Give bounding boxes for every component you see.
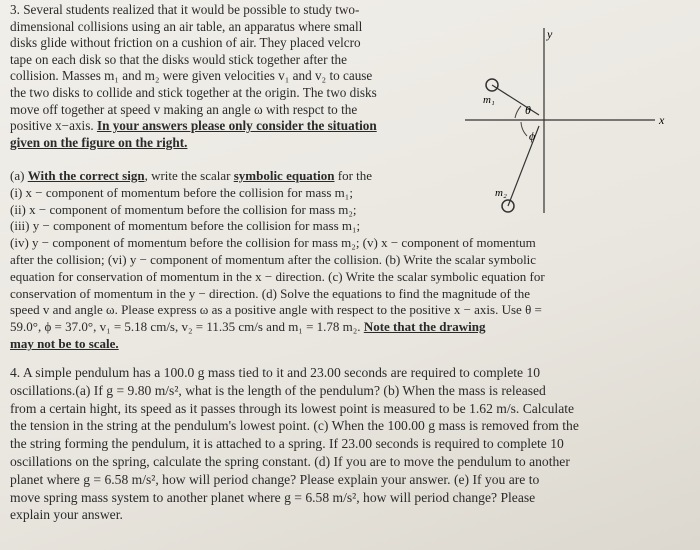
- text-line: oscillations on the spring, calculate the spring constant. (d) If you are to move the pendulum to another: [10, 453, 570, 469]
- text-line: planet where g = 6.58 m/s², how will period change? Please explain your answer. (e) If you are to: [10, 471, 540, 487]
- x-axis-label: x: [659, 113, 665, 127]
- text-line: equation for conservation of momentum in the x − direction. (c) Write the scalar symbolic equation for: [10, 268, 545, 284]
- emphasis-text: With the correct sign: [27, 168, 145, 183]
- collision-diagram: [455, 28, 695, 218]
- text-line: [10, 118, 450, 135]
- text-line: 4. A simple pendulum has a 100.0 g mass tied to it and 23.00 seconds are required to complete 10: [10, 365, 541, 380]
- phi-arc: [521, 122, 527, 136]
- y-axis-label: y: [547, 28, 553, 41]
- text-line: explain your answer.: [10, 507, 123, 523]
- text-line: disks glide without friction on a cushion of air. They placed velcro: [10, 35, 361, 51]
- text-span: 59.0°, ϕ = 37.0°, v₁ = 5.18 cm/s, v₂ = 11.35 cm/s and m₁ = 1.78 m₂.: [10, 319, 364, 335]
- text-span: (a): [10, 168, 28, 183]
- problem-4: [10, 364, 694, 524]
- text-line: move off together at speed v making an angle ω with respct to the: [10, 101, 358, 117]
- text-line: conservation of momentum in the y − direction. (d) Solve the equations to find the magnitude of the: [10, 285, 530, 301]
- emphasis-text: symbolic equation: [233, 168, 335, 183]
- text-line: (i) x − component of momentum before the collision for mass m₁;: [10, 184, 353, 200]
- text-line: (ii) x − component of momentum before the collision for mass m₂;: [10, 201, 357, 217]
- text-line: the string forming the pendulum, it is attached to a spring. If 23.00 seconds is required to complete 10: [10, 436, 564, 452]
- problem-3-intro: [10, 2, 450, 151]
- text-span: positive x−axis.: [10, 118, 97, 134]
- text-line: (iv) y − component of momentum before the collision for mass m₂; (v) x − component of momentum: [10, 235, 536, 251]
- phi-label: ϕ: [529, 129, 536, 143]
- text-line: (iii) y − component of momentum before the collision for mass m₁;: [10, 218, 361, 234]
- m2-label: m₂: [495, 187, 507, 199]
- mass-1-velocity-line: [492, 85, 539, 115]
- collision-figure: [455, 28, 695, 218]
- emphasis-text: may not be to scale.: [10, 335, 119, 351]
- theta-label: θ: [525, 103, 531, 117]
- text-line: after the collision; (vi) y − component of momentum after the collision. (b) Write the scalar symbolic: [10, 251, 537, 267]
- emphasis-text: Note that the drawing: [363, 319, 486, 335]
- text-span: , write the scalar: [144, 168, 234, 183]
- text-line: speed v and angle ω. Please express ω as a positive angle with respect to the positive x − axis. Use θ =: [10, 302, 542, 318]
- text-line: collision. Masses m₁ and m₂ were given velocities v₁ and v₂ to cause: [10, 68, 373, 84]
- text-line: the tension in the string at the pendulum's lowest point. (c) When the 100.00 g mass is removed from the: [10, 418, 579, 434]
- m1-label: m₁: [483, 94, 495, 106]
- text-line: oscillations.(a) If g = 9.80 m/s², what is the length of the pendulum? (b) When the mass is released: [10, 382, 546, 398]
- emphasis-text: In your answers please only consider the situation: [96, 118, 377, 134]
- text-line: dimensional collisions using an air table, an apparatus where small: [10, 18, 363, 34]
- text-line: tape on each disk so that the disks would stick together after the: [10, 51, 347, 67]
- text-line: the two disks to collide and stick together at the origin. The two disks: [10, 84, 377, 100]
- emphasis-text: given on the figure on the right.: [10, 134, 188, 150]
- text-line: [10, 319, 694, 336]
- text-line: from a certain hight, its speed as it passes through its lowest point is measured to be 1.62 m/s. Calculate: [10, 400, 575, 416]
- text-line: move spring mass system to another planet where g = 6.58 m/s², how will period change? Please: [10, 489, 536, 505]
- text-span: for the: [334, 168, 373, 183]
- theta-arc: [515, 106, 521, 118]
- text-line: 3. Several students realized that it would be possible to study two-: [10, 2, 360, 17]
